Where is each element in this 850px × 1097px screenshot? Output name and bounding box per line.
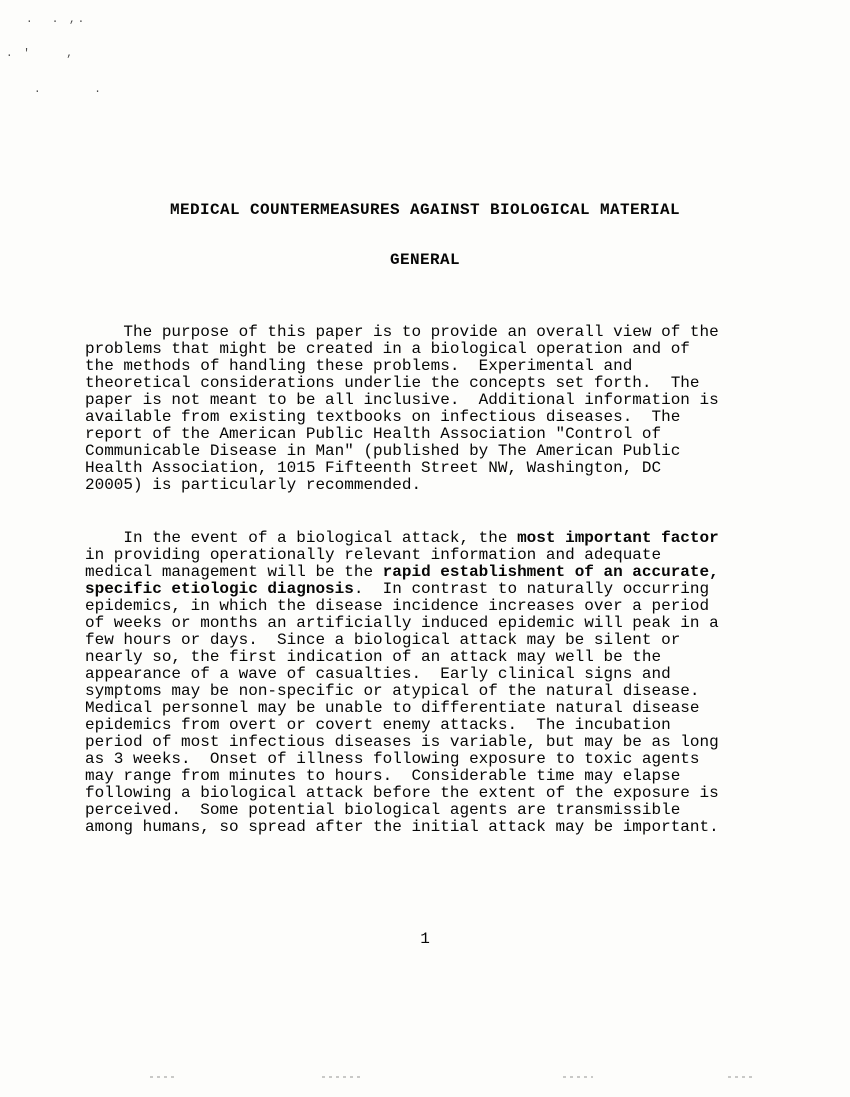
scan-artifact-mark — [563, 1076, 593, 1078]
scan-artifact: . . ,. — [26, 14, 87, 26]
text-segment: Health Association, 1015 Fifteenth Street NW, Washington, DC — [85, 459, 662, 477]
text-segment: few hours or days. Since a biological attack may be silent or — [85, 631, 681, 649]
text-line — [85, 530, 719, 547]
text-segment: The purpose of this paper is to provide an overall view of the — [85, 323, 719, 341]
text-line — [85, 460, 719, 477]
text-segment: epidemics, in which the disease incidence increases over a period — [85, 597, 710, 615]
text-segment: the methods of handling these problems. Experimental and — [85, 357, 633, 375]
scan-artifact: . . — [34, 84, 103, 96]
text-line — [85, 683, 719, 700]
text-segment: theoretical considerations underlie the concepts set forth. The — [85, 374, 700, 392]
document-subtitle: GENERAL — [389, 251, 460, 269]
text-line — [85, 443, 719, 460]
text-line — [85, 564, 719, 581]
text-line — [85, 615, 719, 632]
text-segment: available from existing textbooks on infectious diseases. The — [85, 408, 681, 426]
text-segment: paper is not meant to be all inclusive. Additional information is — [85, 391, 719, 409]
text-segment: of weeks or months an artificially induced epidemic will peak in a — [85, 614, 719, 632]
text-line — [85, 358, 719, 375]
text-segment: period of most infectious diseases is variable, but may be as long — [85, 733, 719, 751]
emphasized-text: specific etiologic diagnosis — [85, 580, 354, 598]
paragraph — [85, 530, 719, 836]
text-line — [85, 341, 719, 358]
text-line — [85, 581, 719, 598]
text-line — [85, 547, 719, 564]
text-line — [85, 598, 719, 615]
text-line — [85, 768, 719, 785]
scan-artifact-mark — [728, 1076, 756, 1078]
text-line — [85, 700, 719, 717]
text-line — [85, 392, 719, 409]
text-line — [85, 802, 719, 819]
text-line — [85, 649, 719, 666]
text-line — [85, 632, 719, 649]
text-segment: perceived. Some potential biological agents are transmissible — [85, 801, 681, 819]
text-segment: as 3 weeks. Onset of illness following exposure to toxic agents — [85, 750, 700, 768]
text-segment: symptoms may be non-specific or atypical of the natural disease. — [85, 682, 700, 700]
scan-artifact-mark — [150, 1076, 176, 1078]
text-segment: Communicable Disease in Man" (published by The American Public — [85, 442, 681, 460]
text-line — [85, 666, 719, 683]
text-segment: nearly so, the first indication of an attack may well be the — [85, 648, 662, 666]
text-line — [85, 426, 719, 443]
document-body — [85, 324, 719, 836]
text-segment: in providing operationally relevant information and adequate — [85, 546, 662, 564]
text-segment: 20005) is particularly recommended. — [85, 476, 422, 494]
scan-artifact: . ' , — [6, 48, 75, 60]
text-segment: epidemics from overt or covert enemy attacks. The incubation — [85, 716, 671, 734]
text-line — [85, 717, 719, 734]
text-line — [85, 785, 719, 802]
text-line — [85, 734, 719, 751]
text-line — [85, 751, 719, 768]
text-segment: In the event of a biological attack, the — [85, 529, 518, 547]
scan-artifact-mark — [322, 1076, 364, 1078]
emphasized-text: rapid establishment of an accurate, — [382, 563, 719, 581]
page-number: 1 — [420, 930, 430, 948]
text-segment: may range from minutes to hours. Considerable time may elapse — [85, 767, 681, 785]
text-line — [85, 409, 719, 426]
text-line — [85, 375, 719, 392]
text-segment: . In contrast to naturally occurring — [353, 580, 710, 598]
text-line — [85, 819, 719, 836]
emphasized-text: most important factor — [517, 529, 719, 547]
text-segment: following a biological attack before the extent of the exposure is — [85, 784, 719, 802]
text-line — [85, 324, 719, 341]
text-segment: problems that might be created in a biological operation and of — [85, 340, 690, 358]
text-line — [85, 477, 719, 494]
text-segment: among humans, so spread after the initial attack may be important. — [85, 818, 719, 836]
text-segment: report of the American Public Health Association "Control of — [85, 425, 662, 443]
text-segment: appearance of a wave of casualties. Early clinical signs and — [85, 665, 671, 683]
paragraph — [85, 324, 719, 494]
text-segment: Medical personnel may be unable to differentiate natural disease — [85, 699, 700, 717]
text-segment: medical management will be the — [85, 563, 383, 581]
document-title: MEDICAL COUNTERMEASURES AGAINST BIOLOGICAL MATERIAL — [169, 201, 681, 219]
